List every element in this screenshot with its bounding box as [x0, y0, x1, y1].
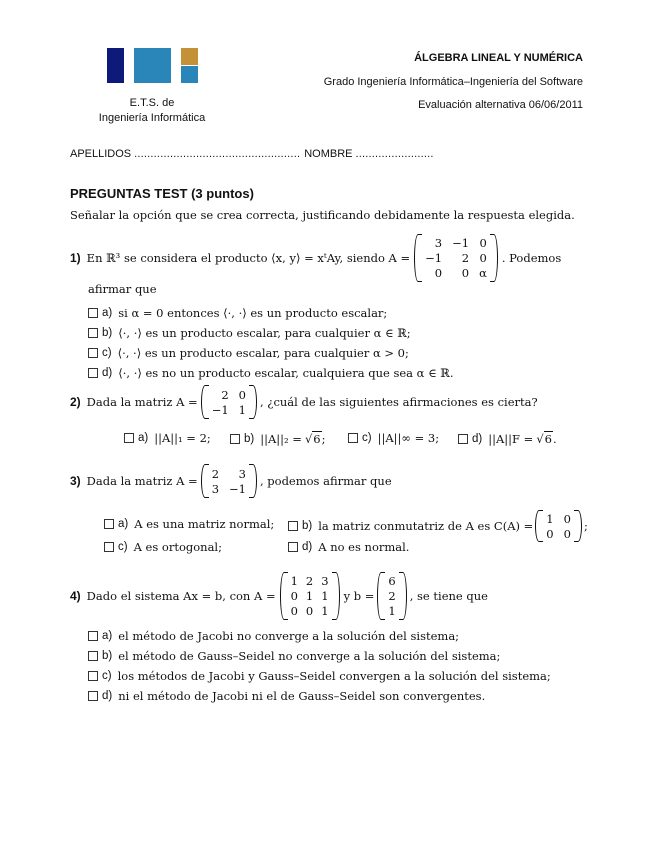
option-text: ⟨·, ·⟩ es un producto escalar, para cualquier α ∈ ℝ;: [118, 326, 411, 340]
question-4-matrix: [280, 572, 340, 620]
checkbox-icon[interactable]: [288, 542, 298, 552]
q3-option-a[interactable]: [104, 517, 274, 531]
sqrt-icon: √: [536, 431, 544, 446]
question-1-text-c: afirmar que: [88, 282, 157, 296]
q1-matrix-entry: 3: [434, 236, 443, 250]
sqrt-icon: √: [304, 431, 313, 446]
q3-matrix-entry: 3: [238, 466, 246, 481]
q3-matrix-entry: 2: [211, 466, 220, 481]
option-text: ⟨·, ·⟩ es no un producto escalar, cualquiera que sea α ∈ ℝ.: [118, 366, 454, 380]
school-name: [82, 96, 222, 126]
checkbox-icon[interactable]: [104, 519, 114, 529]
q2-matrix-entry: 1: [238, 402, 246, 417]
q4-matrix-entry: 3: [321, 574, 329, 588]
checkbox-icon[interactable]: [348, 433, 358, 443]
q4-matrix-entry: 2: [305, 574, 314, 588]
q1-matrix-entry: α: [479, 266, 487, 280]
q3-option-c[interactable]: [104, 540, 222, 554]
q2-matrix-entry: 2: [221, 387, 229, 402]
option-tail: .: [552, 431, 557, 446]
option-label: a): [118, 518, 129, 530]
sqrt-radicand: 6: [544, 432, 552, 446]
option-text: ⟨·, ·⟩ es un producto escalar, para cualquier α > 0;: [117, 346, 409, 360]
question-3: [70, 465, 392, 497]
q1-matrix-entry: 0: [479, 236, 487, 250]
surname-dots[interactable]: ...................................................: [134, 148, 301, 160]
exam-date: Evaluación alternativa 06/06/2011: [418, 99, 583, 111]
q1-matrix-entry: 2: [461, 251, 470, 265]
option-label: c): [118, 541, 128, 553]
question-3-text-a: Dada la matriz A =: [86, 474, 198, 488]
question-2-text-a: Dada la matriz A =: [86, 395, 198, 409]
option-text: el método de Gauss–Seidel no converge a la solución del sistema;: [118, 649, 501, 663]
name-dots[interactable]: ........................: [355, 148, 434, 160]
question-1: [70, 234, 561, 282]
checkbox-icon[interactable]: [288, 521, 298, 531]
q2-option-b[interactable]: [230, 431, 325, 446]
logo-square-small-blue: [181, 66, 198, 83]
question-1-text-b: . Podemos: [501, 251, 562, 265]
q3-c-matrix-entry: 0: [563, 526, 571, 541]
q2-matrix-entry: 0: [238, 387, 246, 402]
question-3-matrix: [201, 464, 257, 498]
q3-conmutatriz-matrix: [535, 510, 582, 542]
option-label: b): [244, 432, 255, 445]
q3-option-b[interactable]: [288, 510, 588, 542]
surname-label: APELLIDOS: [70, 148, 132, 160]
option-text: ||A||F =: [488, 431, 534, 446]
course-title: ÁLGEBRA LINEAL Y NUMÉRICA: [414, 52, 583, 64]
option-label: a): [138, 432, 149, 444]
q4-matrix-entry: 1: [321, 589, 329, 603]
option-text: el método de Jacobi no converge a la solución del sistema;: [118, 629, 460, 643]
logo-square-gold: [181, 48, 198, 65]
option-label: d): [102, 367, 113, 379]
q1-matrix-entry: 0: [461, 266, 470, 280]
option-text: los métodos de Jacobi y Gauss–Seidel convergen a la solución del sistema;: [117, 669, 551, 683]
q1-option-a[interactable]: [88, 306, 387, 320]
option-label: d): [102, 690, 113, 702]
option-tail: ;: [321, 431, 326, 446]
question-2-text-b: , ¿cuál de las siguientes afirmaciones es cierta?: [259, 395, 538, 409]
checkbox-icon[interactable]: [88, 308, 98, 318]
checkbox-icon[interactable]: [88, 631, 98, 641]
q4-matrix-entry: 1: [305, 589, 314, 603]
school-line-2: Ingeniería Informática: [98, 112, 206, 124]
option-label: c): [102, 670, 112, 682]
checkbox-icon[interactable]: [458, 434, 468, 444]
q1-option-b[interactable]: [88, 326, 411, 340]
checkbox-icon[interactable]: [124, 433, 134, 443]
option-text: ni el método de Jacobi ni el de Gauss–Seidel son convergentes.: [118, 689, 486, 703]
q4-option-d[interactable]: [88, 689, 485, 703]
q4-matrix-entry: 1: [290, 574, 298, 588]
q4-option-b[interactable]: [88, 649, 500, 663]
checkbox-icon[interactable]: [88, 651, 98, 661]
q4-matrix-entry: 0: [290, 604, 298, 618]
logo-square-dark-blue: [107, 48, 124, 83]
question-2-matrix: [201, 385, 257, 419]
option-label: a): [102, 630, 113, 642]
section-instructions: Señalar la opción que se crea correcta, justificando debidamente la respuesta elegida.: [70, 208, 575, 222]
question-1-matrix: [414, 234, 498, 282]
question-1-number: 1): [70, 251, 81, 265]
question-3-number: 3): [70, 474, 81, 488]
checkbox-icon[interactable]: [104, 542, 114, 552]
logo-square-blue: [134, 48, 171, 83]
option-label: b): [102, 650, 113, 662]
checkbox-icon[interactable]: [230, 434, 240, 444]
q2-option-c[interactable]: [348, 431, 439, 445]
question-4-number: 4): [70, 589, 81, 603]
option-label: b): [102, 327, 113, 339]
option-text: la matriz conmutatriz de A es C(A) =: [318, 519, 534, 533]
option-tail: ;: [583, 519, 588, 533]
option-label: b): [302, 520, 313, 532]
q1-option-c[interactable]: [88, 346, 409, 360]
q3-c-matrix-entry: 0: [546, 526, 554, 541]
question-1-text-a: En ℝ³ se considera el producto ⟨x, y⟩ = xᵗAy, siendo A =: [86, 251, 411, 265]
question-4-text-mid: y b =: [343, 589, 375, 603]
option-text: ||A||₂ =: [260, 431, 302, 446]
question-3-text-b: , podemos afirmar que: [259, 474, 392, 488]
student-fields: [70, 148, 434, 160]
q1-matrix-entry: −1: [452, 236, 470, 250]
school-line-1: E.T.S. de: [129, 97, 175, 109]
option-text: ||A||₁ = 2;: [154, 431, 211, 445]
q3-c-matrix-entry: 0: [563, 511, 571, 526]
q3-matrix-entry: −1: [229, 481, 246, 496]
q4-matrix-entry: 1: [321, 604, 329, 618]
option-label: d): [302, 541, 313, 553]
q3-option-d[interactable]: [288, 540, 409, 554]
q3-matrix-entry: 3: [211, 481, 220, 496]
option-label: c): [102, 347, 112, 359]
q2-option-d[interactable]: [458, 431, 557, 446]
option-label: d): [472, 432, 483, 445]
question-4-vector: [377, 572, 406, 620]
option-text: ||A||∞ = 3;: [377, 431, 440, 445]
checkbox-icon[interactable]: [88, 691, 98, 701]
checkbox-icon[interactable]: [88, 328, 98, 338]
question-2: [70, 386, 538, 418]
q2-matrix-entry: −1: [211, 402, 229, 417]
option-text: si α = 0 entonces ⟨·, ·⟩ es un producto escalar;: [118, 306, 388, 320]
question-4-text-a: Dado el sistema Ax = b, con A =: [86, 589, 276, 603]
q4-option-a[interactable]: [88, 629, 459, 643]
checkbox-icon[interactable]: [88, 348, 98, 358]
question-4: [70, 572, 488, 620]
q4-matrix-entry: 0: [290, 589, 298, 603]
q1-matrix-entry: −1: [425, 251, 443, 265]
option-label: c): [362, 432, 372, 444]
q1-option-d[interactable]: [88, 366, 453, 380]
q1-matrix-entry: 0: [434, 266, 443, 280]
q3-c-matrix-entry: 1: [546, 511, 554, 526]
degree-name: Grado Ingeniería Informática–Ingeniería del Software: [323, 76, 583, 88]
option-label: a): [102, 307, 113, 319]
option-text: A es ortogonal;: [133, 540, 222, 554]
question-2-number: 2): [70, 395, 81, 409]
q4-vector-entry: 2: [388, 589, 396, 603]
option-text: A es una matriz normal;: [134, 517, 275, 531]
checkbox-icon[interactable]: [88, 671, 98, 681]
q4-option-c[interactable]: [88, 669, 551, 683]
q4-vector-entry: 6: [388, 574, 396, 588]
question-4-text-b: , se tiene que: [409, 589, 488, 603]
q1-matrix-entry: 0: [479, 251, 487, 265]
q4-vector-entry: 1: [388, 604, 396, 618]
section-title: PREGUNTAS TEST (3 puntos): [70, 186, 254, 201]
option-text: A no es normal.: [318, 540, 410, 554]
name-label: NOMBRE: [304, 148, 353, 160]
q4-matrix-entry: 0: [305, 604, 314, 618]
q2-option-a[interactable]: [124, 431, 211, 445]
checkbox-icon[interactable]: [88, 368, 98, 378]
sqrt-radicand: 6: [313, 432, 321, 446]
